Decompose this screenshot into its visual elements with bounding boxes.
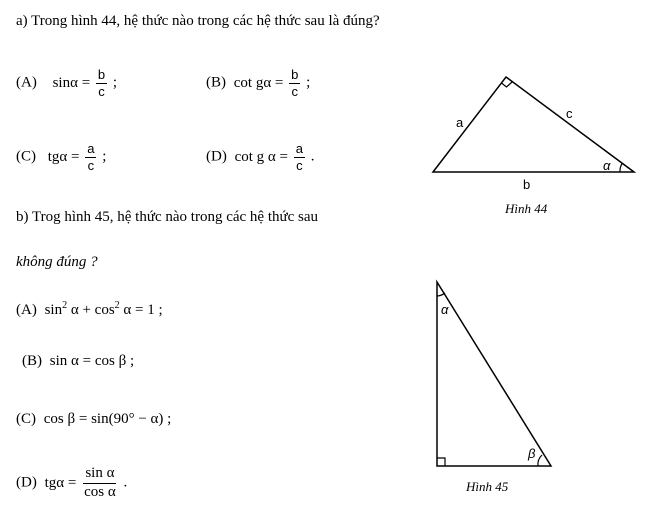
option-tail: .: [123, 474, 128, 491]
option-label: (D): [206, 148, 227, 165]
fraction: $\frac{b}{c}$: [97, 67, 106, 99]
side-c-label: c: [566, 106, 573, 121]
angle-alpha-label: α: [603, 158, 611, 173]
option-text: sin α = cos β ;: [49, 353, 135, 369]
question-a: a) Trong hình 44, hệ thức nào trong các hệ thức sau là đúng?: [16, 13, 380, 29]
option-text: cos β = sin(90° − α) ;: [43, 411, 172, 427]
option-tail: .: [310, 148, 315, 165]
option-text: sin: [44, 302, 63, 318]
option-text: α = 1 ;: [119, 302, 163, 318]
option-lhs: cot gα =: [233, 74, 284, 91]
option-label: (C): [16, 411, 36, 427]
fraction: $\frac{a}{c}$: [295, 141, 303, 173]
option-lhs: tgα =: [47, 148, 80, 165]
option-lhs: sinα =: [52, 74, 91, 91]
option-tail: ;: [102, 148, 107, 165]
option-tail: ;: [306, 74, 311, 91]
question-b: b) Trog hình 45, hệ thức nào trong các hệ thức sau: [16, 209, 319, 225]
fraction: $\frac{a}{c}$: [87, 141, 95, 173]
exponent: 2: [114, 300, 120, 311]
option-label: (B): [206, 74, 226, 91]
angle-beta-label: β: [528, 446, 536, 461]
side-a-label: a: [456, 115, 464, 130]
angle-alpha-label: α: [441, 302, 449, 317]
triangle-45: [437, 282, 551, 466]
figure-45-caption: Hình 45: [466, 479, 509, 494]
option-tail: ;: [112, 74, 118, 91]
fraction: $\frac{\text{sin α}}{\text{cos α}}$: [84, 465, 116, 500]
exponent: 2: [62, 300, 68, 311]
option-lhs: tgα =: [44, 474, 77, 491]
option-label: (A): [16, 74, 37, 91]
option-lhs: cot g α =: [234, 148, 288, 165]
option-label: (C): [16, 148, 36, 165]
option-text: α + cos: [67, 302, 115, 318]
option-label: (B): [22, 353, 42, 369]
figure-44-caption: Hình 44: [505, 201, 548, 216]
option-label: (A): [16, 302, 37, 318]
fraction: $\frac{b}{c}$: [291, 67, 299, 99]
question-b-emphasis: không đúng ?: [16, 254, 98, 270]
option-label: (D): [16, 474, 37, 491]
side-b-label: b: [523, 177, 531, 192]
